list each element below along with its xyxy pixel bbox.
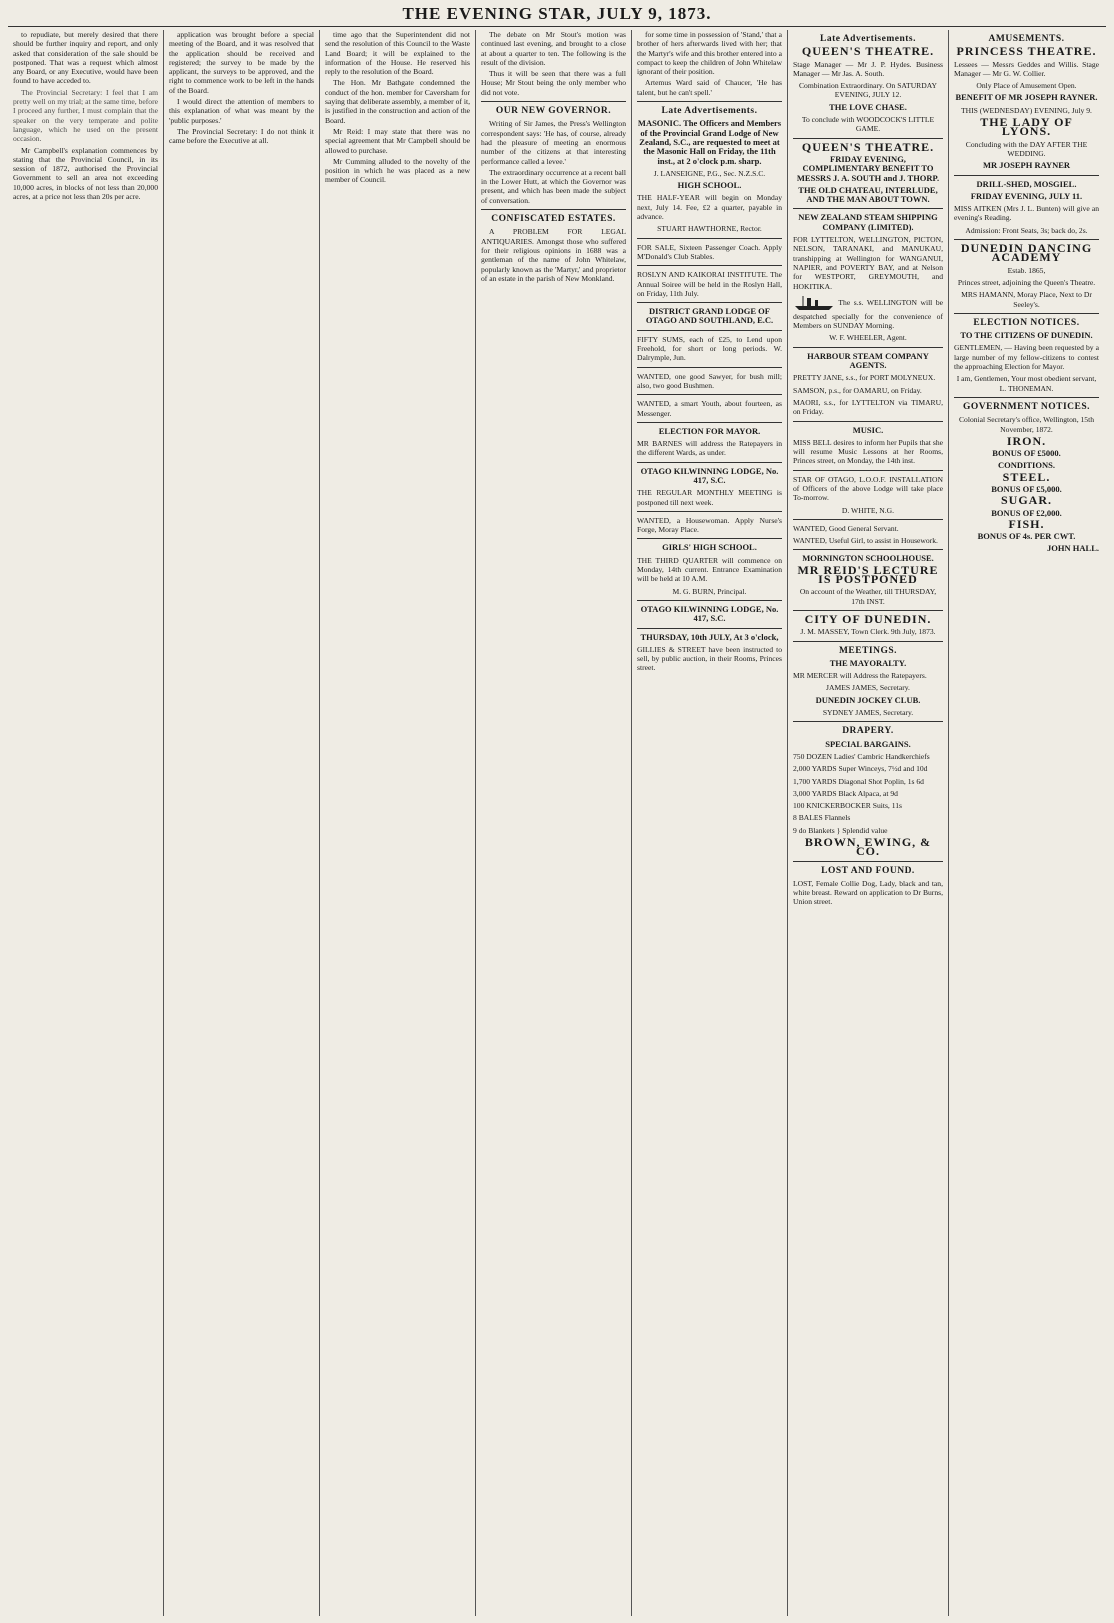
divider (793, 208, 943, 209)
divider (637, 538, 782, 539)
ad: WANTED, Useful Girl, to assist in Housework. (793, 536, 938, 546)
ad-text: The s.s. WELLINGTON will be despatched specially for the convenience of Members on SUNDAY Morning. (793, 297, 944, 331)
divider (637, 394, 782, 395)
article-paragraph: application was brought before a special meeting of the Board, and it was resolved that the application should be received and registered; the survey to be made by the applicant, the surveys to be approved, and the right to commence work to be left in the hands of the Board. (169, 30, 314, 95)
divider (637, 628, 782, 629)
divider (637, 367, 782, 368)
ad: DUNEDIN DANCING ACADEMY (960, 241, 1093, 265)
ad: THE OLD CHATEAU, INTERLUDE, AND THE MAN ABOUT TOWN. (798, 184, 938, 205)
ad: DUNEDIN JOCKEY CLUB. (815, 694, 921, 705)
column-5 (632, 30, 788, 1616)
divider (793, 721, 943, 722)
divider (793, 861, 943, 862)
ad: 100 KNICKERBOCKER Suits, 11s (793, 801, 902, 811)
divider (954, 313, 1099, 314)
article-paragraph: Thus it will be seen that there was a full House; Mr Stout being the only member who did not vote. (481, 69, 626, 97)
column-4 (476, 30, 632, 1616)
ad: BONUS OF £2,000. (991, 507, 1062, 518)
ad: CONDITIONS. (998, 460, 1055, 471)
divider (637, 265, 782, 266)
masthead: THE EVENING STAR, JULY 9, 1873. (8, 4, 1106, 27)
ad: 9 do Blankets } Splendid value (793, 825, 888, 835)
ad: BROWN, EWING, & CO. (804, 835, 932, 859)
ad: MISS AITKEN (Mrs J. L. Bunten) will give an evening's Reading. (954, 204, 1099, 223)
ad: THE REGULAR MONTHLY MEETING is postponed till next week. (637, 488, 782, 507)
divider (954, 397, 1099, 398)
ad: W. F. WHEELER, Agent. (829, 333, 907, 343)
ad: MORNINGTON SCHOOLHOUSE. (802, 553, 934, 564)
article-paragraph: to repudiate, but merely desired that there should be further inquiry and report, and only asked that consideration of the sale should be postponed. That was a request which almost any Board, or any Executive, would have been found to have acceded to. (13, 30, 158, 86)
ad: MR BARNES will address the Ratepayers in the different Wards, as under. (637, 439, 782, 458)
newspaper-columns (8, 30, 1106, 1616)
ad: STEEL. (1002, 469, 1051, 484)
ad: Only Place of Amusement Open. (976, 81, 1077, 91)
ad: GILLIES & STREET have been instructed to sell, by public auction, in their Rooms, Princes street. (637, 644, 782, 673)
ad: DRILL-SHED, MOSGIEL. (976, 178, 1077, 189)
ad: ELECTION FOR MAYOR. (658, 425, 761, 436)
divider (793, 641, 943, 642)
article-paragraph: The Provincial Secretary: I do not think it came before the Executive at all. (169, 126, 314, 146)
ad: QUEEN'S THEATRE. (801, 139, 935, 154)
late-ads-heading: Late Advertisements. (819, 34, 916, 44)
section-heading: ELECTION NOTICES. (973, 317, 1080, 328)
divider (637, 238, 782, 239)
ad: PRETTY JANE, s.s., for PORT MOLYNEUX. (793, 373, 936, 383)
ad: SYDNEY JAMES, Secretary. (822, 708, 914, 718)
ad: THIS (WEDNESDAY) EVENING, July 9. (961, 105, 1092, 115)
divider (793, 470, 943, 471)
divider (637, 511, 782, 512)
ad: BONUS OF £5,000. (991, 483, 1062, 494)
divider (793, 610, 943, 611)
ad: Combination Extraordinary. On SATURDAY EVENING, JULY 12. (798, 81, 937, 100)
ad: MAORI, s.s., for LYTTELTON via TIMARU, on Friday. (793, 397, 943, 417)
ad: THE MAYORALTY. (829, 657, 907, 668)
ad: J. M. MASSEY, Town Clerk. 9th July, 1873. (800, 627, 936, 637)
ad: To conclude with WOODCOCK'S LITTLE GAME. (801, 115, 935, 134)
ad: Princes street, adjoining the Queen's Theatre. (957, 277, 1096, 287)
ad: ROSLYN AND KAIKORAI INSTITUTE. The Annual Soiree will be held in the Roslyn Hall, on Friday, 11th July. (637, 270, 782, 298)
ad: MR JOSEPH RAYNER (982, 160, 1071, 171)
section-heading: LOST AND FOUND. (821, 865, 915, 876)
column-6 (788, 30, 949, 1616)
ad: THE LADY OF LYONS. (980, 115, 1073, 139)
ad: THE HALF-YEAR will begin on Monday next, July 14. Fee, £2 a quarter, payable in advance. (637, 193, 782, 222)
divider (637, 462, 782, 463)
ad: WANTED, Good General Servant. (793, 523, 899, 533)
ad: MISS BELL desires to inform her Pupils that she will resume Music Lessons at her Rooms, Princes street, on Monday, the 14th inst. (793, 437, 943, 466)
ad: THURSDAY, 10th JULY, At 3 o'clock, (640, 631, 779, 642)
section-heading: DRAPERY. (842, 726, 894, 737)
ad: FIFTY SUMS, each of £25, to Lend upon Freehold, for short or long periods. W. Dalrymple, Jun. (637, 334, 782, 363)
ad: DISTRICT GRAND LODGE OF OTAGO AND SOUTHLAND, E.C. (645, 306, 774, 326)
article-paragraph: The extraordinary occurrence at a recent ball in the Lower Hutt, at which the Governor was present, and which has been made the subject of conversation. (481, 167, 626, 205)
ad: PRINCESS THEATRE. (956, 44, 1097, 59)
late-ads-heading: Late Advertisements. (661, 106, 758, 117)
divider (954, 175, 1099, 176)
steamship-icon (793, 294, 835, 312)
ad: BONUS OF £5000. (992, 448, 1061, 459)
divider (793, 519, 943, 520)
ad: NEW ZEALAND STEAM SHIPPING COMPANY (LIMITED). (798, 212, 938, 232)
ad: WANTED, one good Sawyer, for bush mill; also, two good Bushmen. (637, 371, 782, 390)
ad: 8 BALES Flannels (793, 813, 851, 823)
ad: FOR LYTTELTON, WELLINGTON, PICTON, NELSON, TARANAKI, and MANUKAU, transhipping at Wellington for WANGANUI, NAPIER, and POVERTY BAY, and at Nelson for WESTPORT, GREYMOUTH, and HOKITIKA. (793, 235, 943, 291)
ad: SPECIAL BARGAINS. (825, 738, 911, 749)
ad: MRS HAMANN, Moray Place, Next to Dr Seeley's. (961, 290, 1092, 309)
divider (481, 101, 626, 102)
section-heading: OUR NEW GOVERNOR. (495, 106, 612, 117)
ad: 1,700 YARDS Diagonal Shot Poplin, 1s 6d (793, 776, 924, 786)
divider (637, 600, 782, 601)
column-7 (949, 30, 1104, 1616)
ad: STAR OF OTAGO, L.O.O.F. INSTALLATION of Officers of the above Lodge will take place To-morrow. (793, 474, 943, 503)
divider (954, 239, 1099, 240)
column-3 (320, 30, 476, 1616)
ad: IRON. (1006, 433, 1047, 448)
column-2 (164, 30, 320, 1616)
article-paragraph: Artemus Ward said of Chaucer, 'He has talent, but he can't spell.' (637, 78, 782, 97)
divider (637, 302, 782, 303)
divider (481, 209, 626, 210)
ad: MASONIC. The Officers and Members of the Provincial Grand Lodge of New Zealand, S.C., are requested to meet at the Masonic Hall on Friday, the 11th inst., at 2 o'clock p.m. sharp. (637, 118, 782, 166)
article-paragraph: The Provincial Secretary: I feel that I am pretty well on my trial; at the same time, before I proceed any further, I must complain that the speaker on the very temperate and polite language, which he used on the present occasion. (13, 87, 158, 144)
ad: JAMES JAMES, Secretary. (826, 683, 910, 693)
ad: HIGH SCHOOL. (677, 180, 742, 191)
ad: FRIDAY EVENING, COMPLIMENTARY BENEFIT TO MESSRS J. A. SOUTH and J. THORP. (796, 153, 940, 183)
article-paragraph: Mr Campbell's explanation commences by stating that the Provincial Council, in its session of 1872, authorised the Provincial Government to sell an area not exceeding 10,000 acres, in blocks of not less than 20,000 acres, at a price not less than 20s per acre. (13, 145, 158, 202)
article-paragraph: Mr Cumming alluded to the novelty of the position in which he was placed as a new member of Council. (325, 156, 470, 185)
ad: JOHN HALL. (1047, 543, 1099, 554)
ad: 750 DOZEN Ladies' Cambric Handkerchiefs (793, 751, 930, 761)
ad: SUGAR. (1000, 493, 1052, 508)
ad: THE LOVE CHASE. (829, 101, 907, 112)
article-paragraph: Writing of Sir James, the Press's Wellington correspondent says: 'He has, of course, already had the pleasure of meeting an enormous number of the citizens at that interesting performance called a levee.' (481, 119, 626, 166)
ad: MR MERCER will Address the Ratepayers. (793, 671, 927, 681)
ad: OTAGO KILWINNING LODGE, No. 417, S.C. (640, 603, 779, 624)
divider (637, 330, 782, 331)
ad: BENEFIT OF MR JOSEPH RAYNER. (955, 92, 1098, 103)
divider (793, 138, 943, 139)
ad: Colonial Secretary's office, Wellington, 15th November, 1872. (958, 415, 1095, 434)
ad: Estab. 1865, (1007, 265, 1046, 275)
ad: HARBOUR STEAM COMPANY AGENTS. (807, 350, 929, 371)
ad: D. WHITE, N.G. (841, 505, 895, 515)
ad: OTAGO KILWINNING LODGE, No. 417, S.C. (640, 465, 779, 485)
ad: FOR SALE, Sixteen Passenger Coach. Apply M'Donald's Club Stables. (637, 242, 782, 261)
article-paragraph: Mr Reid: I may state that there was no special agreement that Mr Campbell should be allowed to purchase. (325, 126, 470, 155)
divider (793, 421, 943, 422)
column-1 (8, 30, 164, 1616)
section-heading: AMUSEMENTS. (988, 34, 1065, 44)
ad: Admission: Front Seats, 3s; back do, 2s. (965, 225, 1088, 235)
divider (793, 549, 943, 550)
ad: J. LANSEIGNE, P.G., Sec. N.Z.S.C. (653, 168, 766, 178)
section-heading: CONFISCATED ESTATES. (491, 214, 616, 225)
divider (637, 101, 782, 102)
ad: 3,000 YARDS Black Alpaca, at 9d (793, 788, 898, 798)
ad: M. G. BURN, Principal. (672, 586, 747, 596)
article-paragraph: A PROBLEM FOR LEGAL ANTIQUARIES. Amongst those who suffered for their religious opinions in 1688 was a gentleman of the name of John Whitelaw, popularly known as the 'Martyr,' and proprietor of an estate in the parish of New Monkland. (481, 227, 626, 283)
ad: FISH. (1008, 516, 1045, 531)
ad: CITY OF DUNEDIN. (804, 611, 932, 626)
article-paragraph: time ago that the Superintendent did not send the resolution of this Council to the Waste Land Board; it will be explained to the information of the House. He reserved his reply to the resolution of the Board. (325, 30, 470, 77)
ad: THE THIRD QUARTER will commence on Monday, 14th current. Entrance Examination will be held at 10 A.M. (637, 555, 782, 584)
divider (793, 347, 943, 348)
article-paragraph: The Hon. Mr Bathgate condemned the conduct of the hon. member for Caversham for saying that deliberate assembly, a member of it, is justified in the construction and action of the Board. (325, 78, 470, 125)
ad: GIRLS' HIGH SCHOOL. (662, 542, 757, 553)
ad: BONUS OF 4s. PER CWT. (977, 531, 1076, 542)
ad: WANTED, a Housewoman. Apply Nurse's Forge, Moray Place. (637, 515, 782, 535)
ad: WANTED, a smart Youth, about fourteen, as Messenger. (637, 399, 782, 418)
ad: TO THE CITIZENS OF DUNEDIN. (960, 330, 1093, 341)
ad: MUSIC. (852, 424, 884, 435)
article-paragraph: for some time in possession of 'Stand,' that a brother of hers afterwards lived with her; that the Martyr's wife and this brother entered into a compact to keep the children of John Whitelaw ignorant of their position. (637, 30, 782, 77)
ad: Lessees — Messrs Geddes and Willis. Stage Manager — Mr G. W. Collier. (954, 59, 1099, 78)
ad: STUART HAWTHORNE, Rector. (657, 224, 762, 234)
ad: GENTLEMEN, — Having been requested by a large number of my fellow-citizens to contest the approaching Election for Mayor. (954, 343, 1099, 372)
article-paragraph: The debate on Mr Stout's motion was continued last evening, and brought to a close at about a quarter to ten. The following is the result of the division. (481, 30, 626, 67)
ad: Concluding with the DAY AFTER THE WEDDING. (965, 139, 1088, 158)
ad (793, 294, 943, 331)
ad: I am, Gentlemen, Your most obedient servant, L. THONEMAN. (956, 374, 1097, 393)
ad: SAMSON, p.s., for OAMARU, on Friday. (793, 385, 922, 395)
section-heading: MEETINGS. (838, 645, 898, 656)
ad: FRIDAY EVENING, JULY 11. (970, 190, 1083, 201)
ad: LOST, Female Collie Dog, Lady, black and tan, white breast. Reward on application to Dr Burns, Union street. (793, 878, 943, 907)
ad: On account of the Weather, till THURSDAY, 17th INST. (799, 587, 937, 606)
ad: Stage Manager — Mr J. P. Hydes. Business Manager — Mr Jas. A. South. (793, 59, 943, 78)
ad: QUEEN'S THEATRE. (801, 44, 935, 59)
ad: MR REID'S LECTURE IS POSTPONED (797, 562, 939, 587)
article-paragraph: I would direct the attention of members to this explanation of what was meant by the 'public purposes.' (169, 97, 314, 125)
divider (637, 422, 782, 423)
ad: 2,000 YARDS Super Winceys, 7½d and 10d (793, 764, 928, 774)
section-heading: GOVERNMENT NOTICES. (962, 401, 1091, 412)
